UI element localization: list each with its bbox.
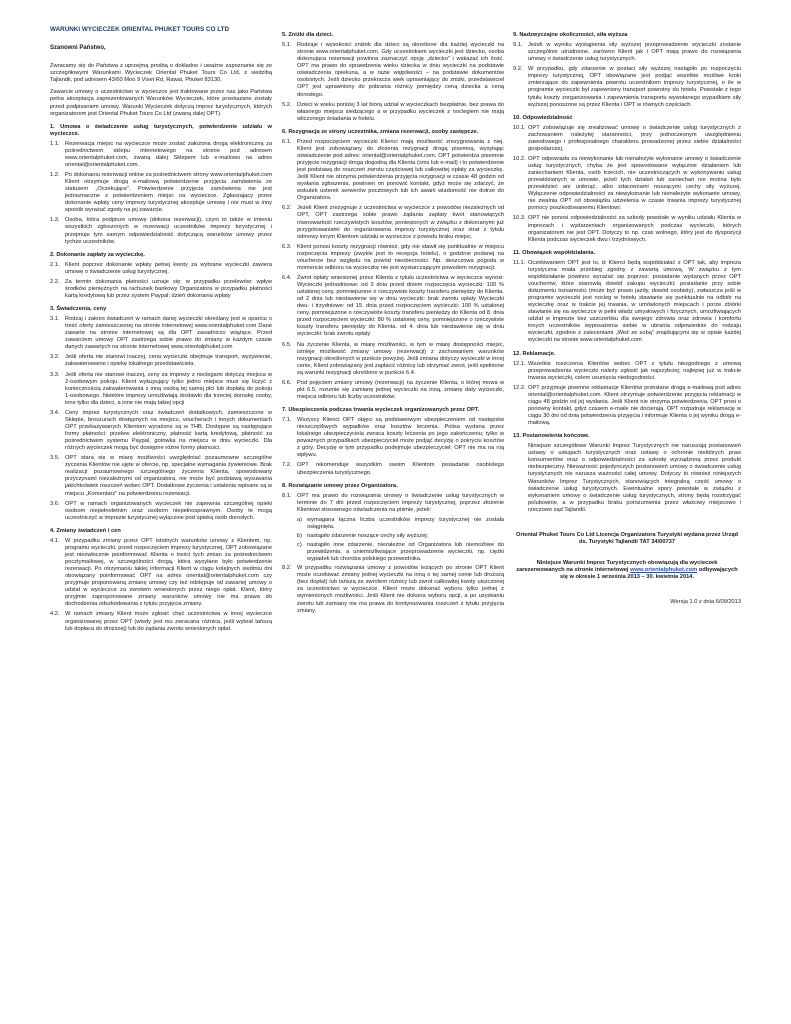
license-note: Oriental Phuket Tours Co Ltd Licencja Organizatora Turystyki wydana przez Urząd ds. Turystyki Tajlandii TAT 34/00737 bbox=[516, 531, 738, 545]
clause-text: Wszelkie roszczenia Klientów wobec OPT z tytułu niezgodnego z umową przeprowadzenia wycieczki należy zgłosić jak najszybciej; najlepiej już w trakcie trwania wycieczki, celem usunięcia niedogodności. bbox=[528, 360, 741, 381]
clause-text: Jeżeli Klient zrezygnuje z uczestnictwa w wycieczce z powodów niezależnych od OPT, OPT zastrzega sobie prawo żądania zapłaty kwot stanowiących równowartość rzeczywistych kosztów, poniesionych w związku z dokonanymi już przygotowaniami do organizowania imprezy turystycznej oraz strat z tytułu odmowy innym Klientom udziału w wycieczce z powodu braku miejsc. bbox=[297, 205, 504, 240]
list-marker: c) bbox=[297, 542, 302, 548]
clause-item bbox=[50, 372, 272, 407]
clause-number: 3.1. bbox=[50, 316, 60, 323]
list-text: nastąpiło zdarzenie noszące cechy siły wyższej; bbox=[307, 532, 429, 539]
clause-item bbox=[513, 215, 741, 243]
clause-text: Po dokonaniu rezerwacji online za pośrednictwem strony www.orientalphuket.com Klient otrzymuje drogą e-mailową potwierdzenie przyjęcia zamówienia ze statusem „Oczekujące”. Potwierdzenie przyjęcia zamówienia nie jest jednoznaczne z potwierdzeniem miejsc na wycieczce. Zgłaszający przez dokonanie wpłaty ceny imprezy turystycznej akceptuje umowę i nie musi w inny sposób wyrażać zgody na jej zawarcie. bbox=[65, 172, 272, 214]
validity-text-1: Niniejsze Warunki Imprez Turystycznych obowiązują dla wycieczek zarezerwowanych na stronie internetowej bbox=[516, 559, 718, 573]
clause-number: 10.1. bbox=[513, 124, 526, 131]
list-item bbox=[282, 533, 504, 540]
section-heading: 4. Zmiany świadczeń i cen bbox=[50, 527, 121, 534]
validity-note bbox=[513, 560, 741, 581]
clause-item bbox=[282, 205, 504, 240]
clause-number: 3.3. bbox=[50, 371, 60, 378]
clause-text: OPT przyjmuje pisemne reklamacje Klientów przesłane drogą e-mailową pod adres oriental@orientalphuket.com. Klient otrzymuje potwierdzenie przyjęcia reklamacji w ciągu 48 godzin od jej wysłania. Jeśli Klient nie otrzyma potwierdzenia, OPT prosi o ponowny kontakt, gdyż czasem e-maile nie docierają. OPT rozpatruje reklamację w ciągu 30 dni od dnia potwierdzenia przyjęcia i informuje Klienta o jej wyniku drogą e-mailową. bbox=[528, 384, 741, 427]
clause-number: 12.2. bbox=[513, 384, 526, 391]
clause-item bbox=[513, 260, 741, 345]
section-heading: 1. Umowa o świadczenie usług turystycznych, potwierdzenie udziału w wycieczce. bbox=[50, 123, 272, 137]
sections-column-1 bbox=[50, 124, 272, 633]
clause-text: Wszyscy Klienci OPT objęci są podstawowym ubezpieczeniem od następstw nieszczęśliwych wypadków oraz kosztów leczenia. Polisa wydana przez lokalnego ubezpieczyciela zwraca koszty leczenia po jego zakończeniu; tylko w poważnych przypadkach ubezpieczyciel może podjąć decyzję o pokryciu kosztów z góry. Decyzję w tym przypadku podejmuje ubezpieczyciel; OPT nie ma na nią wpływu. bbox=[297, 417, 504, 459]
clause-number: 4.2. bbox=[50, 611, 60, 618]
clause-item bbox=[282, 493, 504, 514]
clause-item bbox=[50, 538, 272, 609]
clause-number: 8.1. bbox=[282, 492, 292, 499]
footer-block bbox=[513, 532, 741, 581]
clause-item bbox=[513, 66, 741, 108]
clause-text: Rodzaj i zakres świadczeń w ramach danej wycieczki określany jest w oparciu o treść oferty zamieszczonej na stronie internetowej www.orientalphuket.com Dane zawarte na stronie internetowej są dla OPT zasadniczo wiążące. Przed zawarciem umowy OPT zastrzega sobie prawo do zmiany w każdym czasie danych zawartych na stronie internetowej www.orientalphuket.com bbox=[65, 316, 272, 351]
clause-number: 4.1. bbox=[50, 537, 60, 544]
clause-item bbox=[513, 385, 741, 427]
list-text: nastąpiło inne zdarzenie, niezależne od Organizatora lub niemożliwe do przewidzenia, a uniemożliwiające przeprowadzenie wycieczki, np. ciężki wypadek lub choroba polskiego przewodnika. bbox=[307, 542, 504, 563]
section-heading: 9. Nadzwyczajne okoliczności, siła wyższa bbox=[513, 32, 628, 38]
clause-text: Rezerwacja miejsc na wycieczce może zostać założona drogą elektroniczną za pośrednictwem sklepu internetowego na stronie pod adresem www.orientalphuket.com, zwaną dalej Sklepem lub e-mailowo na adres oriental@orientalphuket.com. bbox=[65, 140, 272, 168]
clause-item bbox=[513, 156, 741, 213]
clause-number: 9.1. bbox=[513, 42, 523, 49]
clause-text: Ceny imprez turystycznych oraz świadczeń dodatkowych, zamieszczone w Sklepie, broszurach dostępnych na miejscu, voucherach i innych dokumentach OPT przekazywanych Klientom wyrażone są w THB. Dostępne są następujące formy płatności: przelew elektroniczny, płatność kartą kredytową, płatność za pośrednictwem systemu Paypal, gotówka na miejscu w dniu wycieczki. Dla różnych wycieczek mogą być dostępne różne formy płatności. bbox=[65, 409, 272, 452]
clause-item bbox=[282, 417, 504, 459]
clause-number: 7.1. bbox=[282, 417, 292, 424]
section-paragraph: Niniejsze szczegółowe Warunki Imprez Turystycznych nie naruszają postanowień ustawy o usługach turystycznych oraz ustawy o ochronie niektórych praw konsumentów oraz o odpowiedzialności za szkodę wyrządzoną przez produkt niebezpieczny. Nieważność pojedynczych postanowień umowy o świadczenie usług turystycznych nie narusza ważności całej umowy. Dotyczy to również niniejszych Warunków Imprez Turystycznych, stanowiących integralną część umowy o świadczenie usług turystycznych. Ewentualne spory powstałe w związku z wykonaniem umowy o świadczenie usług turystycznych, strony będą rozstrzygać polubownie, a w przypadku braku porozumienia przez właściwy miejscowo i rzeczowo sąd Tajlandii. bbox=[528, 443, 741, 513]
list-marker: b) bbox=[297, 532, 303, 539]
clause-number: 8.2. bbox=[282, 565, 292, 572]
clause-number: 5.2. bbox=[282, 101, 292, 108]
clause-text: W przypadku zmiany przez OPT istotnych warunków umowy z Klientem, np. programu wycieczki, przed rozpoczęciem imprezy turystycznej, OPT zobowiązane jest niezwłocznie poinformować Klienta o treści tych zmian za pośrednictwem pocztymailowej, w szczególności drogą, która wysyłane było potwierdzenie rezerwacji. Po otrzymaniu takiej informacji Klient w ciągu kolejnych siedmiu dni obowiązany poinformować OPT na adres oriental@orientalphuket.com czy przyjmuje proponowaną zmianę umowy czy też odstępuje od zawartej umowy o udział w wycieczce za zwrotem wniesionych przez niego opłat. Klient, który przyjmie zaproponowane zmiany warunków umowy nie ma prawa do dochodzenia odszkodowania z tytułu przyjęcia zmiany. bbox=[65, 537, 272, 608]
list-text: wymagana łączna liczba uczestników imprezy turystycznej nie została osiągnięta. bbox=[307, 516, 504, 530]
column-1 bbox=[50, 26, 272, 636]
section-heading: 12. Reklamacje. bbox=[513, 350, 556, 357]
clause-text: Rodzaje i wysokości zniżek dla dzieci są określone dla każdej wycieczki na stronie www.orientalphuket.com. Gdy uczestnikiem wycieczki jest dziecko, osoba dokonująca rezerwacji powinna zaznaczyć opcję „dziecko” i wskazać ich ilość. OPT ma prawo do sprawdzenia wieku dziecka w dniu wycieczki na podstawie oświadczenia opiekuna, a w razie wątpliwości – na podstawie dokumentów osobistych. Jeśli dziecko przekracza wiek uprawniający do zniżki, przedstawiciel OPT jest uprawniony do pobrania różnicy pomiędzy ceną dziecka a ceną dorosłego. bbox=[297, 42, 504, 98]
section-heading: 2. Dokonanie zapłaty za wycieczkę. bbox=[50, 251, 145, 258]
document-title: WARUNKI WYCIECZEK ORIENTAL PHUKET TOURS CO LTD bbox=[50, 26, 229, 33]
clause-text: Na życzenie Klienta, w miarę możliwości, w tym w miarę dostępności miejsc, istnieje możliwość zmiany umowy (rezerwacji) z zachowaniem warunków rezygnacji określonych w punkcie powyżej. Jeśli zmiana dotyczy wycieczki w innej cenie, Klient zobowiązany jest zapłacić różnicę lub otrzymać zwrot, jeśli spełnione są warunki rezygnacji określone w punkcie 6.4. bbox=[297, 341, 504, 376]
clause-item bbox=[282, 42, 504, 99]
clause-item bbox=[50, 141, 272, 169]
clause-number: 12.1. bbox=[513, 360, 526, 367]
clause-number: 10.2. bbox=[513, 155, 526, 162]
clause-text: Zwrot opłaty wniesionej przez Klienta z tytułu uczestnictwa w wycieczce wynosi: Wycieczki jednodniowe: od 3 dnia przed dniem rozpoczęcia wycieczki: 100 % ustalonej ceny, pomniejszone o rzeczywiste koszty transferu pieniędzy do Klienta. od 2 dnia lub niestawienie się w dniu wycieczki: brak zwrotu opłaty Wycieczki dwu- i trzydniowe: od 15. dnia przed rozpoczęciem wycieczki: 100 % ustalonej ceny, pomniejszone o rzeczywiste koszty transferu pieniędzy do Klienta od 8. dnia przed rozpoczęciem wycieczki: 80 % ustalonej ceny, pomniejszone o rzeczywiste koszty transferu pieniędzy do Klienta. od 4. dnia lub niestawienie się w dniu wycieczki: brak zwrotu opłaty bbox=[297, 274, 504, 338]
clause-number: 7.2. bbox=[282, 462, 292, 469]
clause-text: OPT ma prawo do rozwiązania umowy o świadczenie usług turystycznych w terminie do 7 dni przed rozpoczęciem imprezy turystycznej, poprzez złożenie Klientowi stosownego oświadczenia na piśmie, jeżeli: bbox=[297, 492, 504, 513]
column-2 bbox=[282, 26, 504, 618]
clause-number: 3.5. bbox=[50, 455, 60, 462]
clause-text: Dzieci w wieku poniżej 3 lat biorą udział w wycieczkach bezpłatnie, bez prawa do własnego miejsca siedzącego a w przypadku wycieczek z noclegiem nie mają wliczonego śniadania w hotelu. bbox=[297, 101, 504, 122]
intro-paragraph: Zwracamy się do Państwa z uprzejmą prośbą o dokładne i uważne zapoznanie się ze szczegółowymi Warunkami Wycieczek Oriental Phuket Tours Co Ltd, z siedzibą Tajlandii, pod adresem 43/60 Moo 9 Viset Rd, Rawai, Phuket 83130. bbox=[50, 63, 272, 84]
clause-text: Oczekiwaniem OPT jest to, iż Klienci będą współdziałać z OPT tak, aby impreza turystyczna miała przebieg zgodny z zawartą umową. W związku z tym współdziałanie powinno wyrażać się poprzez: posiadanie wydanych przez OPT voucherów, które stanowią dowód zakupu wycieczki; posiadanie przy sobie dokumentu tożsamości (może być prawo jazdy, dowód osobisty), zwłaszcza jeśli w programie wycieczki jest nocleg w hotelu stawianie się punktualnie na odbiór na wycieczkę oraz w trakcie jej trwania, w umówionych miejscach i porze zbiórki stawianie się na wycieczce w pełni władz umysłowych i fizycznych, umożliwiających udział w imprezie bez uszczerbku dla swojego zdrowia oraz zdrowia i komfortu innych uczestników wyposażenia siebie w ubrania odpowiednie do rodzaju wycieczki, zgodnie z zaleceniami „Weź ze sobą” znajdującymi się w opisie każdej wycieczki na stronie www.orientalphuket.com bbox=[528, 259, 741, 344]
clause-text: Przed rozpoczęciem wycieczki Klienci mają możliwość zrezygnowania z niej. Klient jest zobowiązany do złożenia rezygnacji drogą pisemną, wysyłając oświadczenie pod adres: oriental@orientalphuket.com. OPT potwierdza pisemnie przyjęcie rezygnacji drogą dogodną dla Klienta (sms lub e-mail) i to potwierdzenie jest podstawą do roszczeń zwrotu częściowej lub całkowitej opłaty za wycieczkę. Jeśli Klient nie otrzyma potwierdzenia przyjęcia rezygnacji w czasie 48 godzin od wysłania zgłoszenia, powinien on ponowić kontakt, gdyż może się zdarzyć, że wskutek usterek serwerów pocztowych lub ich awarii wiadomość nie dotrze do Organizatora. bbox=[297, 138, 504, 202]
sections-column-3 bbox=[513, 32, 741, 514]
clause-item bbox=[282, 565, 504, 614]
clause-item bbox=[513, 125, 741, 153]
clause-item bbox=[50, 501, 272, 522]
section-heading: 8. Rozwiązanie umowy przez Organizatora. bbox=[282, 482, 398, 489]
clause-number: 3.4. bbox=[50, 409, 60, 416]
clause-number: 6.2. bbox=[282, 205, 292, 212]
clause-number: 1.3. bbox=[50, 217, 60, 224]
clause-text: Za termin dokonania płatności uznaje się: w przypadku przelewów: wpływ środków pieniężnych na rachunek bankowy Organizatora w przypadku płatności kartą kredytową lub przez system Paypal: dzień dokonania wpłaty bbox=[65, 278, 272, 299]
clause-text: OPT w ramach organizowanych wycieczek nie zapewnia szczególnej opieki osobom niepełnoletnim oraz osobom niepełnosprawnym. Osoby te mogą uczestniczyć w imprezie turystycznej wyłącznie pod opieką osób dorosłych. bbox=[65, 500, 272, 521]
clause-text: Jeżeli w wyniku wystąpienia siły wyższej przeprowadzenie wycieczki zostanie szczególnie utrudnione, zarówno Klient jak i OPT mają prawo do rozwiązania umowy o świadczenie usług turystycznych. bbox=[528, 42, 741, 63]
clause-item bbox=[50, 316, 272, 351]
clause-text: OPT nie ponosi odpowiedzialności za szkody powstałe w wyniku udziału Klienta w imprezach i wydarzeniach organizowanych podczas wycieczki, których organizatorem nie jest OPT. Dotyczy to np. czas wolnego, który jest do dyspozycji Klienta podczas wycieczek dwu i trzydniowych. bbox=[528, 215, 741, 243]
clause-number: 6.4. bbox=[282, 274, 292, 281]
clause-number: 1.1. bbox=[50, 140, 60, 147]
clause-item bbox=[282, 139, 504, 203]
list-marker: a) bbox=[297, 516, 303, 523]
clause-text: Klient ponosi koszty rezygnacji również, gdy nie stawił się punktualnie w miejscu rozpoczęcia imprezy (zwykle jest to recepcja hotelu), o godzinie podanej na voucherze bez względu na powód nieobecności. Np. deszczowa pogoda w momencie odbioru na wycieczkę nie jest wystarczającym powodem rezygnacji. bbox=[297, 243, 504, 271]
clause-number: 6.3. bbox=[282, 243, 292, 250]
section-heading: 7. Ubezpieczenia podczas trwania wycieczek organizowanych przez OPT. bbox=[282, 407, 480, 413]
clause-text: W przypadku, gdy zdarzenie w postaci siły wyższej nastąpiło po rozpoczęciu imprezy turystycznej, OPT obowiązane jest podjąć wszelkie możliwe kroki zmierzające do zapewnienia powrotu uczestnikom imprezy turystycznej, o ile w programie wycieczki był zapewniony transport powrotny do hotelu. Powstałe z tego tytułu koszty zorganizowania i zapewnienia transportu wywołanego wypadkiem siły wyższej ponoszone są przez Klienta i OPT w równych częściach. bbox=[528, 66, 741, 108]
section-heading: 6. Rezygnacja ze strony uczestnika, zmiana rezerwacji, osoby zastępcze. bbox=[282, 128, 479, 135]
version-note: Wersja 1.0 z dnia 6/09/2013 bbox=[670, 599, 741, 606]
website-link[interactable]: www.orientalphuket.com bbox=[630, 567, 698, 573]
validity-text-2: odbywających się w okresie 1 września 2013 – 30. kwietnia 2014. bbox=[559, 567, 738, 581]
clause-text: Klient poprzez dokonanie wpłaty pełnej kwoty za wybrane wycieczki zawiera umowę o świadczenie usług turystycznej. bbox=[65, 261, 272, 275]
section-heading: 11. Obowiązek współdziałania. bbox=[513, 249, 596, 256]
clause-text: Pod pojęciem zmiany umowy (rezerwacji) na życzenie Klienta, o której mowa w pkt 6.5, rozumie się zamianę jednej wycieczki na inną, zmianę daty wycieczki, miejsca odbioru lub liczby uczestników. bbox=[297, 379, 504, 400]
column-3 bbox=[513, 26, 741, 606]
clause-item bbox=[282, 380, 504, 401]
clause-text: OPT odpowiada za niewykonanie lub nienależyte wykonanie umowy o świadczenie usług turystycznych, chyba że jest spowodowane wyłącznie działaniem lub zaniechaniem Klienta, osób trzecich, nie uczestniczących w wykonywaniu usług przewidzianych w umowie, jeżeli tych działań lub zaniechań nie można było przewidzieć ani uniknąć, albo zdarzeniami noszącymi cechy siły wyższej. Wyłączenie odpowiedzialności za niewykonanie lub nienależyte wykonanie umowy, nie zwalnia OPT od obowiązku udzielenia w czasie trwania imprezy turystycznej pomocy poszkodowanemu Klientowi. bbox=[528, 155, 741, 212]
clause-item bbox=[282, 275, 504, 339]
clause-number: 6.1. bbox=[282, 138, 292, 145]
clause-text: Osoba, która podpisze umowę (dokona rezerwacji), czyni to także w imieniu wszystkich zgłoszonych w rezerwacji uczestników imprezy turystycznej i przejmuje tym samym odpowiedzialność dotyczącą warunków umowy przez tychże uczestników. bbox=[65, 217, 272, 245]
section-heading: 10. Odpowiedzialność bbox=[513, 114, 573, 121]
clause-number: 3.6. bbox=[50, 500, 60, 507]
clause-item bbox=[282, 244, 504, 272]
clause-item bbox=[513, 361, 741, 382]
clause-item bbox=[50, 611, 272, 632]
section-heading: 13. Postanowienia końcowe. bbox=[513, 433, 590, 440]
list-item bbox=[282, 542, 504, 563]
clause-number: 2.1. bbox=[50, 261, 60, 268]
section-heading: 3. Świadczenia, ceny bbox=[50, 306, 107, 313]
clause-text: OPT rekomenduje wszystkim swoim Klientom posiadanie osobistego ubezpieczenia turystycznego. bbox=[297, 462, 504, 476]
clause-item bbox=[282, 342, 504, 377]
clause-item bbox=[50, 410, 272, 452]
section-heading: 5. Zniżki dla dzieci. bbox=[282, 32, 334, 38]
clause-item bbox=[50, 279, 272, 300]
salutation: Szanowni Państwo, bbox=[50, 44, 106, 51]
intro-paragraph-2: Zawarcie umowy o uczestnictwo w wycieczce jest traktowane przez nas jako Państwa pełna akceptacja zaprezentowanych Warunków Wycieczek, które przekazane zostały przed podpisaniem umowy. Warunki Wycieczek dotyczą imprez turystycznych, których organizatorem jest Oriental Phuket Tours Co Ltd (zwaną dalej OPT). bbox=[50, 89, 272, 117]
clause-text: Jeśli oferta nie stanowi inaczej, ceny za imprezy z noclegami dotyczą miejsca w 2-osobowym pokoju. Klient wykupujący tylko jedno miejsce musi się liczyć z koniecznością zakwaterowania z inną osobą tej samej płci lub dopłatą do pokoju 1-osobowego. Niektóre imprezy umożliwiają dostawki dla trzeciej dorosłej osoby, inne tylko dla dzieci, a inne nie mają takiej opcji bbox=[65, 371, 272, 406]
clause-number: 6.6. bbox=[282, 379, 292, 386]
clause-text: OPT stara się w miarę możliwości uwzględniać pozaumowne szczególne życzenia Klientów nie ujęte w ofercie, np. specjalne wymagania żywieniowe. Brak realizacji pozaumownego szczególnego życzenia Klienta, spowodowany przyczynami niezależnymi od organizatora, nie może być podstawą wysuwania jakichkolwiek roszczeń wobec OPT. Dodatkowe życzenia i ustalenia wpisane są w miejscu „Komentarz” na potwierdzeniu rezerwacji. bbox=[65, 455, 272, 497]
clause-number: 10.3. bbox=[513, 215, 526, 222]
clause-item bbox=[513, 42, 741, 63]
clause-number: 1.2. bbox=[50, 172, 60, 179]
clause-item bbox=[50, 262, 272, 276]
clause-number: 11.1. bbox=[513, 259, 526, 266]
clause-item bbox=[50, 217, 272, 245]
clause-number: 3.2. bbox=[50, 354, 60, 361]
clause-item bbox=[50, 172, 272, 214]
clause-number: 2.2. bbox=[50, 278, 60, 285]
clause-text: Jeśli oferta nie stanowi inaczej, cena wycieczki obejmuje transport, wyżywienie, zakwaterowanie i opiekę lokalnego przedstawiciela. bbox=[65, 354, 272, 368]
clause-number: 6.5. bbox=[282, 341, 292, 348]
clause-text: W przypadku rozwiązania umowy z powodów leżących po stronie OPT Klient może oczekiwać zmiany jednej wycieczki na inną o tej samej cenie lub droższą (bez dopłat) lub tańszą ze zwrotem różnicy lub zwrot całkowitej kwoty uiszczonej za uczestnictwo w wycieczce. Klient może dokonać wyboru tylko jednej z wymienionych możliwości. Jeśli Klient nie dokona wyboru opcji, a po uzyskaniu zwrotu lub zamiany nie ma prawa do kontynuowania roszczeń z tytułu przyjęcia zmiany. bbox=[297, 565, 504, 614]
clause-item bbox=[50, 455, 272, 497]
list-item bbox=[282, 517, 504, 531]
clause-text: OPT zobowiązuje się zrealizować umowę o świadczenie usług turystycznych z zachowaniem należytej staranności, przy jednoczesnym uwzględnieniu zawodowego i profesjonalnego charakteru prowadzonej przez siebie działalności gospodarczej. bbox=[528, 124, 741, 152]
clause-item bbox=[50, 354, 272, 368]
clause-number: 9.2. bbox=[513, 66, 523, 73]
sections-column-2 bbox=[282, 32, 504, 615]
clause-number: 5.1. bbox=[282, 42, 292, 49]
clause-item bbox=[282, 462, 504, 476]
clause-text: W ramach zmiany Klient może zgłosić chęć uczestnictwa w innej wycieczce organizowanej przez OPT (wtedy jest mu zwracana różnica, jeśli wybrał tańszą lub dopłaca do droższej) lub do żądania zwrotu wniesionych opłat. bbox=[65, 611, 272, 632]
clause-item bbox=[282, 102, 504, 123]
